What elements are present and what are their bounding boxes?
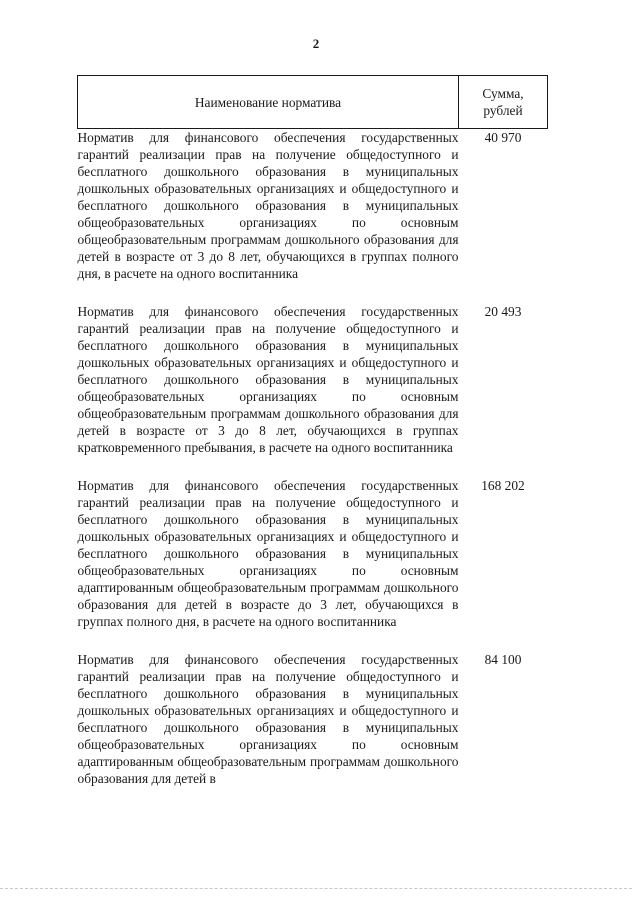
norm-name-cell: Норматив для финансового обеспечения государственных гарантий реализации прав на получение общедоступного и бесплатного дошкольного образования в муниципальных дошкольных образовательных организациях и общедоступного и бесплатного дошкольного образования в муниципальных общеобразовательных организациях по основным общеобразовательным программам дошкольного образования для детей в возрасте от 3 до 8 лет, обучающихся в группах кратковременного пребывания, в расчете на одного воспитанника — [77, 304, 459, 455]
header-name-column: Наименование норматива — [78, 76, 459, 129]
norm-sum-cell: 84 100 — [484, 652, 522, 667]
header-sum-label: Сумма, рублей — [482, 86, 524, 118]
norm-sum-cell: 20 493 — [484, 304, 522, 319]
norm-sum-cell: 40 970 — [484, 130, 522, 145]
norm-sum-cell: 168 202 — [481, 478, 525, 493]
norms-table — [77, 75, 548, 787]
scan-edge-line — [0, 888, 632, 890]
row-spacer — [78, 456, 548, 477]
norm-name-cell: Норматив для финансового обеспечения государственных гарантий реализации прав на получение общедоступного и бесплатного дошкольного образования в муниципальных дошкольных образовательных организациях и общедоступного и бесплатного дошкольного образования в муниципальных общеобразовательных организациях по основным адаптированным общеобразовательным программам дошкольного образования для детей в — [77, 652, 459, 786]
page-number: 2 — [312, 36, 320, 51]
norm-name-cell: Норматив для финансового обеспечения государственных гарантий реализации прав на получение общедоступного и бесплатного дошкольного образования в муниципальных дошкольных образовательных организациях и общедоступного и бесплатного дошкольного образования в муниципальных общеобразовательных организациях по основным общеобразовательным программам дошкольного образования для детей в возрасте от 3 до 8 лет, обучающихся в группах полного дня, в расчете на одного воспитанника — [77, 130, 459, 281]
row-spacer — [78, 630, 548, 651]
norm-name-cell: Норматив для финансового обеспечения государственных гарантий реализации прав на получение общедоступного и бесплатного дошкольного образования в муниципальных дошкольных образовательных организациях и общедоступного и бесплатного дошкольного образования в муниципальных общеобразовательных организациях по основным адаптированным общеобразовательным программам дошкольного образования для детей в возрасте до 3 лет, обучающихся в группах полного дня, в расчете на одного воспитанника — [77, 478, 459, 629]
table-row — [78, 303, 548, 456]
table-row — [78, 129, 548, 283]
row-spacer — [78, 282, 548, 303]
header-sum-column — [459, 76, 548, 129]
table-row — [78, 477, 548, 630]
table-header-row — [78, 76, 548, 129]
table-row — [78, 651, 548, 787]
